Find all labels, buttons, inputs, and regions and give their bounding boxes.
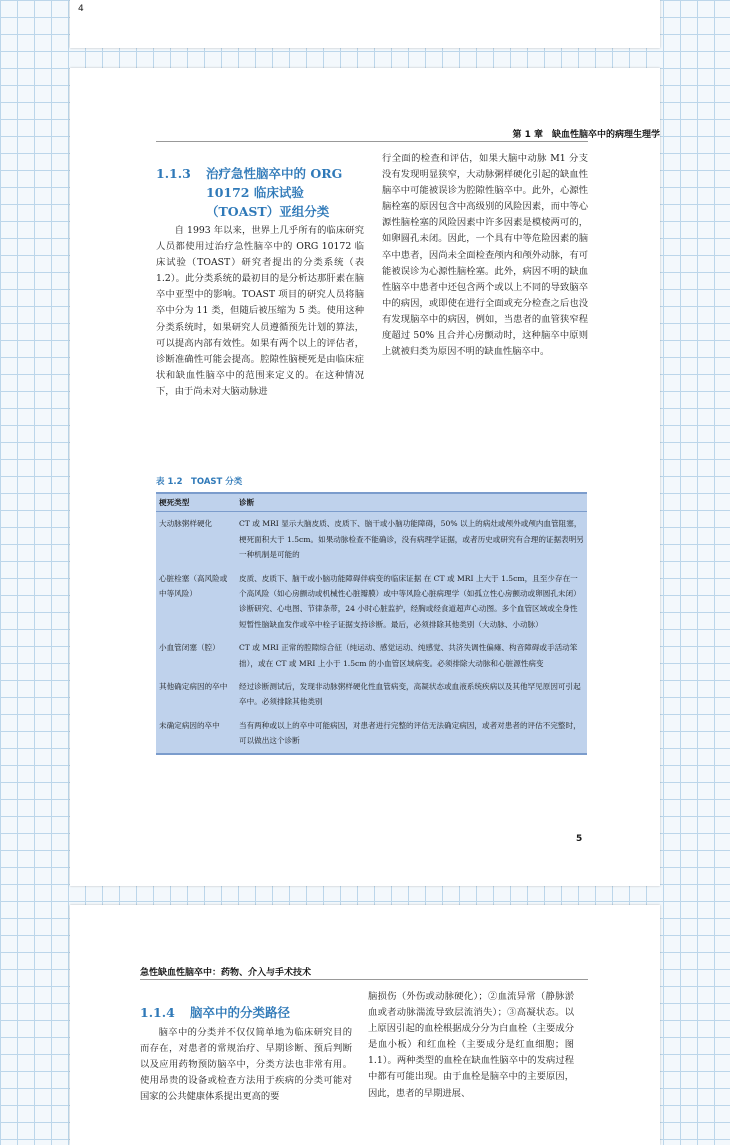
running-head: 急性缺血性脑卒中：药物、介入与手术技术	[140, 968, 312, 978]
body-paragraph: 脑卒中的分类并不仅仅简单地为临床研究目的而存在，对患者的常规治疗、早期诊断、预后判断以及应用药物预防脑卒中，分类方法也非常有用。使用昂贵的设备或检查方法用于疾病的分类可能对国家的公共健康体系提出更高的要	[140, 1027, 352, 1103]
table-row	[156, 675, 587, 714]
body-paragraph: 行全面的检查和评估，如果大脑中动脉 M1 分支没有发现明显狭窄，大动脉粥样硬化引起的缺血性脑卒中可能被误诊为腔隙性脑卒中。此外，心源性脑栓塞的原因包含中高级别的风险因素，而中等心源性脑栓塞的风险因素中许多因素是模棱两可的，如卵圆孔未闭。因此，一个具有中等危险因素的脑卒中患者，因尚未全面检查颅内和颅外动脉，有可能被误诊为心源性脑栓塞。此外，病因不明的缺血性脑卒中患者中还包含两个或以上不同的导致脑卒中的病因，或即使在进行全面或充分检查之后也没有发现脑卒中的病因，例如，当患者的血管狭窄程度超过 50% 且合并心房颤动时，这种脑卒中原则上就被归类为原因不明的缺血性脑卒中。	[382, 153, 588, 358]
right-column	[368, 989, 574, 1102]
table-row	[156, 714, 587, 753]
toast-table	[156, 492, 587, 755]
table-cell-type: 大动脉粥样硬化	[159, 519, 213, 529]
page-number: 5	[576, 834, 583, 844]
body-paragraph: 脑损伤（外伤或动脉硬化）；②血流异常（静脉淤血或者动脉湍流导致层流消失）；③高凝状态。以上原因引起的血栓根据成分分为白血栓（主要成分是血小板）和红血栓（主要成分是红血细胞；图 1.1）。两种类型的血栓在缺血性脑卒中的发病过程中都有可能出现。由于血栓是脑卒中的主要原因，因此，患者的早期进展、	[368, 991, 574, 1099]
running-head: 第 1 章 缺血性脑卒中的病理生理学	[512, 130, 660, 140]
table-caption: 表 1.2 TOAST 分类	[156, 477, 243, 487]
section-number: 1.1.4	[140, 1005, 175, 1020]
table-cell-diagnosis: 经过诊断测试后，发现非动脉粥样硬化性血管病变，高凝状态或血液系统疾病以及其他罕见原因可引起卒中。必须排除其他类别	[239, 682, 581, 707]
section-heading	[156, 164, 364, 221]
left-column	[140, 1025, 352, 1105]
table-cell-type: 小血管闭塞（腔）	[159, 643, 220, 653]
table-row	[156, 567, 587, 637]
running-head-rule	[140, 979, 588, 980]
section-heading	[140, 1003, 348, 1022]
previous-page	[70, 0, 660, 48]
running-head-rule	[156, 141, 588, 142]
section-title: 脑卒中的分类路径	[190, 1005, 291, 1020]
table-cell-diagnosis: 当有两种或以上的卒中可能病因，对患者进行完整的评估无法确定病因，或者对患者的评估不完整时，可以做出这个诊断	[239, 720, 581, 746]
table-cell-type: 心脏栓塞（高风险或中等风险）	[159, 573, 228, 599]
table-row	[156, 512, 587, 567]
previous-page-number: 4	[78, 4, 84, 14]
body-paragraph: 自 1993 年以来，世界上几乎所有的临床研究人员都使用过治疗急性脑卒中的 ORG 10172 临床试验（TOAST）研究者提出的分类系统（表 1.2）。此分类系统的最初目的是分析达那肝素在脑卒中亚型中的影响。TOAST 项目的研究人员将脑卒中分为 11 类，但随后被压缩为 5 类。使用这种分类系统时，如果研究人员遵循预先计划的算法，可以提高内部有效性。如果有两个以上的评估者，诊断准确性可能会提高。腔隙性脑梗死是由临床症状和缺血性脑卒中的范围来定义的。在这种情况下，由于尚未对大脑动脉进	[156, 225, 364, 397]
table-header-diagnosis: 诊断	[236, 494, 587, 512]
left-column	[156, 223, 364, 400]
right-column	[382, 151, 588, 360]
section-title: 治疗急性脑卒中的 ORG 10172 临床试验（TOAST）亚组分类	[206, 166, 343, 219]
table-cell-diagnosis: 皮质、皮质下、脑干或小脑功能障碍伴病变的临床证据 在 CT 或 MRI 上大于 1.5cm，且至少存在一个高风险（如心房颤动或机械性心脏瓣膜）或中等风险心脏病理学（如孤立性心房颤动或卵圆孔未闭）诊断研究、心电图、节律条带，24 小时心脏监护，经胸或经食道超声心动图。多个血管区域或全身性短暂性脑缺血发作或卒中栓子证据支持诊断。最后，必须排除其他类别（大动脉、小动脉）	[239, 573, 581, 629]
table-header-type: 梗死类型	[156, 494, 236, 512]
table-cell-type: 未确定病因的卒中	[159, 720, 220, 730]
table-cell-diagnosis: CT 或 MRI 正常的腔隙综合征（纯运动、感觉运动、纯感觉、共济失调性偏瘫、构音障碍或手活动笨拙），或在 CT 或 MRI 上小于 1.5cm 的小血管区域病变。必须排除大动脉和心脏源性病变	[239, 643, 578, 668]
table-cell-diagnosis: CT 或 MRI 显示大脑皮质、皮质下、脑干或小脑功能障碍，50% 以上的病灶或颅外或颅内血管阻塞，梗死面积大于 1.5cm。如果动脉检查不能确诊，没有病理学证据，或者历史或研究有合理的证据表明另一种机制是可能的	[239, 519, 584, 560]
table-cell-type: 其他确定病因的卒中	[159, 682, 228, 692]
table-row	[156, 636, 587, 675]
section-number: 1.1.3	[156, 166, 191, 181]
